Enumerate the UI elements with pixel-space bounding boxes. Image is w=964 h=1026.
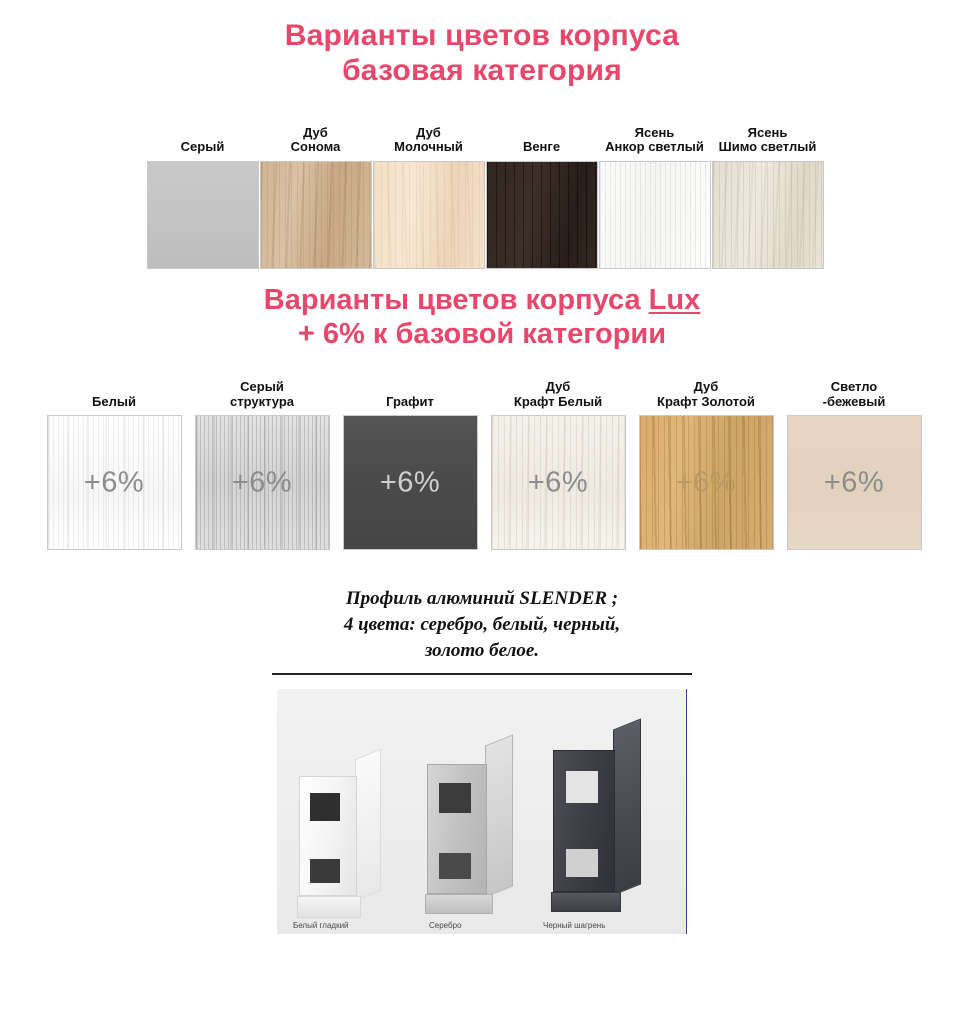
profile-section — [0, 586, 964, 934]
swatch-ash-shimo-light[interactable] — [711, 111, 824, 269]
base-color-swatch-row — [0, 111, 964, 269]
swatch-chip-oak-kraft-gold[interactable] — [639, 415, 774, 550]
base-category-title — [0, 0, 964, 89]
profile-slot-lower — [310, 859, 340, 883]
swatch-graphite[interactable] — [336, 365, 484, 550]
swatch-label-line-2: Крафт Золотой — [657, 393, 755, 409]
photo-caption-silver: Серебро — [429, 921, 462, 931]
swatch-label-gray-structure — [230, 365, 294, 409]
swatch-gray-structure[interactable] — [188, 365, 336, 550]
swatch-label-line-1: Дуб — [545, 379, 571, 395]
profile-face — [299, 776, 357, 896]
swatch-label-line-1: Дуб — [693, 379, 719, 395]
profile-caption-line-3: золото белое. — [424, 639, 540, 661]
profile-caption — [0, 586, 964, 663]
lux-category-title — [0, 269, 964, 351]
profile-side-panel — [613, 718, 641, 895]
lux-title-line-2: + 6% к базовой категории — [297, 318, 667, 350]
profile-face — [427, 764, 487, 894]
profile-side-panel — [485, 734, 513, 897]
swatch-label-line-1: Ясень — [747, 124, 788, 140]
lux-title-prefix: Варианты цветов корпуса — [263, 283, 649, 316]
swatch-light-beige[interactable] — [780, 365, 928, 550]
swatch-label-graphite — [386, 365, 434, 409]
lux-color-swatch-row — [0, 365, 964, 550]
profile-slot-lower — [566, 849, 598, 877]
surcharge-badge: +6% — [823, 466, 885, 499]
profile-foot — [297, 896, 361, 918]
surcharge-badge: +6% — [83, 466, 145, 499]
swatch-label-oak-kraft-white — [514, 365, 602, 409]
swatch-ash-ankor-light[interactable] — [598, 111, 711, 269]
swatch-chip-light-beige[interactable] — [787, 415, 922, 550]
swatch-chip-oak-sonoma[interactable] — [260, 161, 372, 269]
surcharge-badge: +6% — [675, 466, 737, 499]
swatch-oak-kraft-gold[interactable] — [632, 365, 780, 550]
swatch-label-line-2: Молочный — [394, 139, 463, 155]
profile-caption-line-1: Профиль алюминий SLENDER ; — [345, 588, 619, 610]
profile-sample-silver — [427, 764, 487, 894]
swatch-chip-white[interactable] — [47, 415, 182, 550]
swatch-label-line-2: Анкор светлый — [605, 139, 704, 155]
lux-title-line-1 — [0, 283, 964, 317]
profile-caption-line-2: 4 цвета: серебро, белый, черный, — [343, 613, 621, 635]
profile-sample-black — [553, 750, 615, 892]
swatch-chip-gray-structure[interactable] — [195, 415, 330, 550]
profile-sample-white — [299, 776, 357, 896]
swatch-label-line-1: Графит — [386, 393, 434, 409]
swatch-label-line-1: Дуб — [416, 124, 441, 140]
swatch-label-light-beige — [823, 365, 886, 409]
swatch-wenge[interactable] — [485, 111, 598, 269]
swatch-chip-gray[interactable] — [147, 161, 259, 269]
lux-title-word: Lux — [648, 283, 701, 316]
profile-slot-upper — [310, 793, 340, 821]
surcharge-badge: +6% — [527, 466, 589, 499]
swatch-chip-oak-kraft-white[interactable] — [491, 415, 626, 550]
swatch-label-ash-ankor-light — [605, 111, 704, 155]
swatch-white[interactable] — [40, 365, 188, 550]
base-title-line-2: базовая категория — [342, 54, 622, 88]
photo-edge-marker — [686, 689, 687, 934]
swatch-label-wenge — [523, 111, 560, 155]
profile-face — [553, 750, 615, 892]
swatch-chip-wenge[interactable] — [486, 161, 598, 269]
swatch-label-line-1: Дуб — [303, 124, 328, 140]
swatch-label-line-2: Сонома — [290, 139, 341, 155]
profile-slot-upper — [439, 783, 471, 813]
swatch-chip-oak-milk[interactable] — [373, 161, 485, 269]
swatch-label-line-1: Серый — [180, 139, 225, 155]
swatch-label-line-2: -бежевый — [822, 393, 886, 409]
profile-photo — [277, 689, 687, 934]
swatch-label-white — [92, 365, 136, 409]
swatch-chip-ash-ankor-light[interactable] — [599, 161, 711, 269]
profile-slot-upper — [566, 771, 598, 803]
swatch-label-oak-milk — [394, 111, 463, 155]
swatch-label-line-2: структура — [229, 393, 295, 409]
profile-slot-lower — [439, 853, 471, 879]
swatch-oak-milk[interactable] — [372, 111, 485, 269]
swatch-label-oak-kraft-gold — [657, 365, 755, 409]
base-title-line-1: Варианты цветов корпуса — [284, 19, 680, 52]
swatch-label-line-1: Белый — [92, 393, 136, 409]
swatch-label-line-2: Шимо светлый — [718, 139, 817, 155]
surcharge-badge: +6% — [379, 466, 441, 499]
swatch-label-line-1: Серый — [240, 379, 284, 395]
photo-caption-black: Черный шагрень — [543, 921, 606, 931]
photo-caption-white: Белый гладкий — [293, 921, 349, 931]
profile-side-panel — [355, 749, 381, 902]
swatch-chip-graphite[interactable] — [343, 415, 478, 550]
profile-foot — [551, 892, 621, 912]
swatch-chip-ash-shimo-light[interactable] — [712, 161, 824, 269]
swatch-label-line-2: Крафт Белый — [513, 393, 603, 409]
swatch-label-line-1: Светло — [830, 379, 878, 395]
swatch-oak-sonoma[interactable] — [259, 111, 372, 269]
swatch-label-line-1: Ясень — [634, 124, 675, 140]
swatch-label-ash-shimo-light — [719, 111, 817, 155]
swatch-oak-kraft-white[interactable] — [484, 365, 632, 550]
section-divider — [272, 673, 692, 675]
swatch-label-gray — [181, 111, 225, 155]
swatch-label-oak-sonoma — [291, 111, 341, 155]
surcharge-badge: +6% — [231, 466, 293, 499]
profile-foot — [425, 894, 493, 914]
swatch-label-line-1: Венге — [522, 139, 561, 155]
swatch-gray[interactable] — [146, 111, 259, 269]
